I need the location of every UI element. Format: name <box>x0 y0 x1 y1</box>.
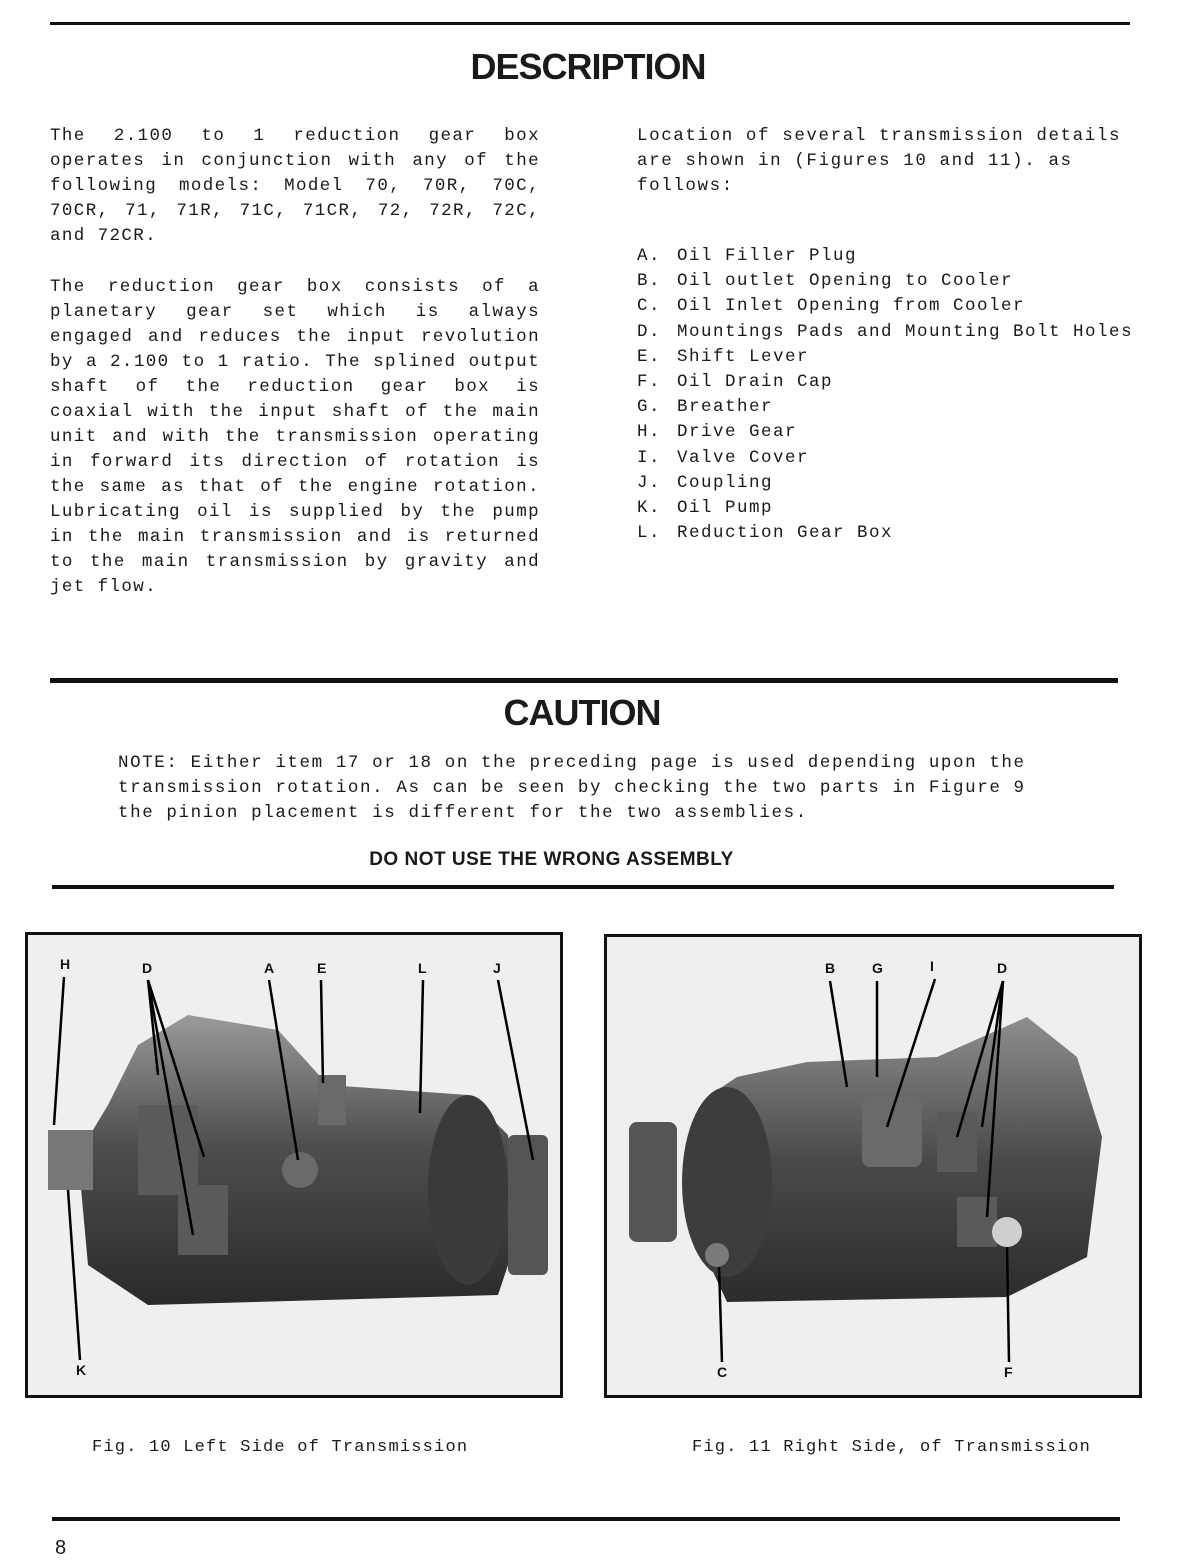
description-paragraph-2: The reduction gear box consists of a planetary gear set which is always engaged and reduces the input revolution by a 2.100 to 1 ratio. The splined output shaft of the reduction gear box is coaxial with the input shaft of the main unit and with the transmission operating in forward its direction of rotation is the same as that of the engine rotation. Lubricating oil is supplied by the pump in the main transmission and is returned to the main transmission by gravity and jet flow. <box>50 277 540 597</box>
label-e: E <box>317 960 327 976</box>
label-j: J <box>493 960 501 976</box>
label-l: L <box>418 960 427 976</box>
description-paragraph-1: The 2.100 to 1 reduction gear box operates in conjunction with any of the following models: Model 70, 70R, 70C, 70CR, 71, 71R, 71C, 71CR, 72, 72R, 72C, and 72CR. <box>50 126 540 246</box>
figure-10-caption: Fig. 10 Left Side of Transmission <box>92 1438 469 1457</box>
label-g: G <box>872 960 883 976</box>
label-f: F <box>1004 1364 1013 1380</box>
legend-item: F. Oil Drain Cap <box>637 372 834 393</box>
legend-item: B. Oil outlet Opening to Cooler <box>637 271 1014 292</box>
legend-item: I. Valve Cover <box>637 447 810 468</box>
legend-item: C. Oil Inlet Opening from Cooler <box>637 296 1026 317</box>
label-k: K <box>76 1362 87 1378</box>
top-rule <box>50 22 1130 25</box>
legend-item: K. Oil Pump <box>637 498 774 519</box>
description-heading: DESCRIPTION <box>470 46 706 87</box>
label-b: B <box>825 960 836 976</box>
transmission-left-illustration <box>28 935 560 1395</box>
location-intro: Location of several transmission details are shown in (Figures 10 and 11). as follows: <box>637 126 1122 197</box>
legend-item: E. Shift Lever <box>637 346 810 367</box>
legend-item: L. Reduction Gear Box <box>637 523 894 544</box>
transmission-right-illustration <box>607 937 1139 1395</box>
label-d: D <box>997 960 1008 976</box>
caution-note: NOTE: Either item 17 or 18 on the preceding page is used depending upon the transmission rotation. As can be seen by checking the two parts in Figure 9 the pinion placement is different for the two assemblies. <box>118 753 1026 824</box>
legend-item: J. Coupling <box>637 472 774 493</box>
legend-item: H. Drive Gear <box>637 422 798 443</box>
parts-legend <box>637 244 1133 546</box>
label-c: C <box>717 1364 728 1380</box>
caution-warning: DO NOT USE THE WRONG ASSEMBLY <box>369 849 734 870</box>
label-a: A <box>264 960 275 976</box>
legend-item: D. Mountings Pads and Mounting Bolt Holes <box>637 321 1134 342</box>
label-h: H <box>60 956 71 972</box>
caution-top-rule <box>50 678 1118 683</box>
caution-bottom-rule <box>52 885 1114 889</box>
figure-10-photo <box>25 932 563 1398</box>
description-right-column <box>637 124 1157 200</box>
legend-item: A. Oil Filler Plug <box>637 246 858 266</box>
description-left-column <box>50 124 540 626</box>
label-i: I <box>930 958 934 974</box>
legend-item: G. Breather <box>637 397 774 418</box>
footer-rule <box>52 1517 1120 1521</box>
figure-11-caption: Fig. 11 Right Side, of Transmission <box>692 1438 1092 1457</box>
label-d: D <box>142 960 153 976</box>
figure-11-photo <box>604 934 1142 1398</box>
caution-heading: CAUTION <box>503 692 661 733</box>
page-number: 8 <box>55 1537 67 1559</box>
